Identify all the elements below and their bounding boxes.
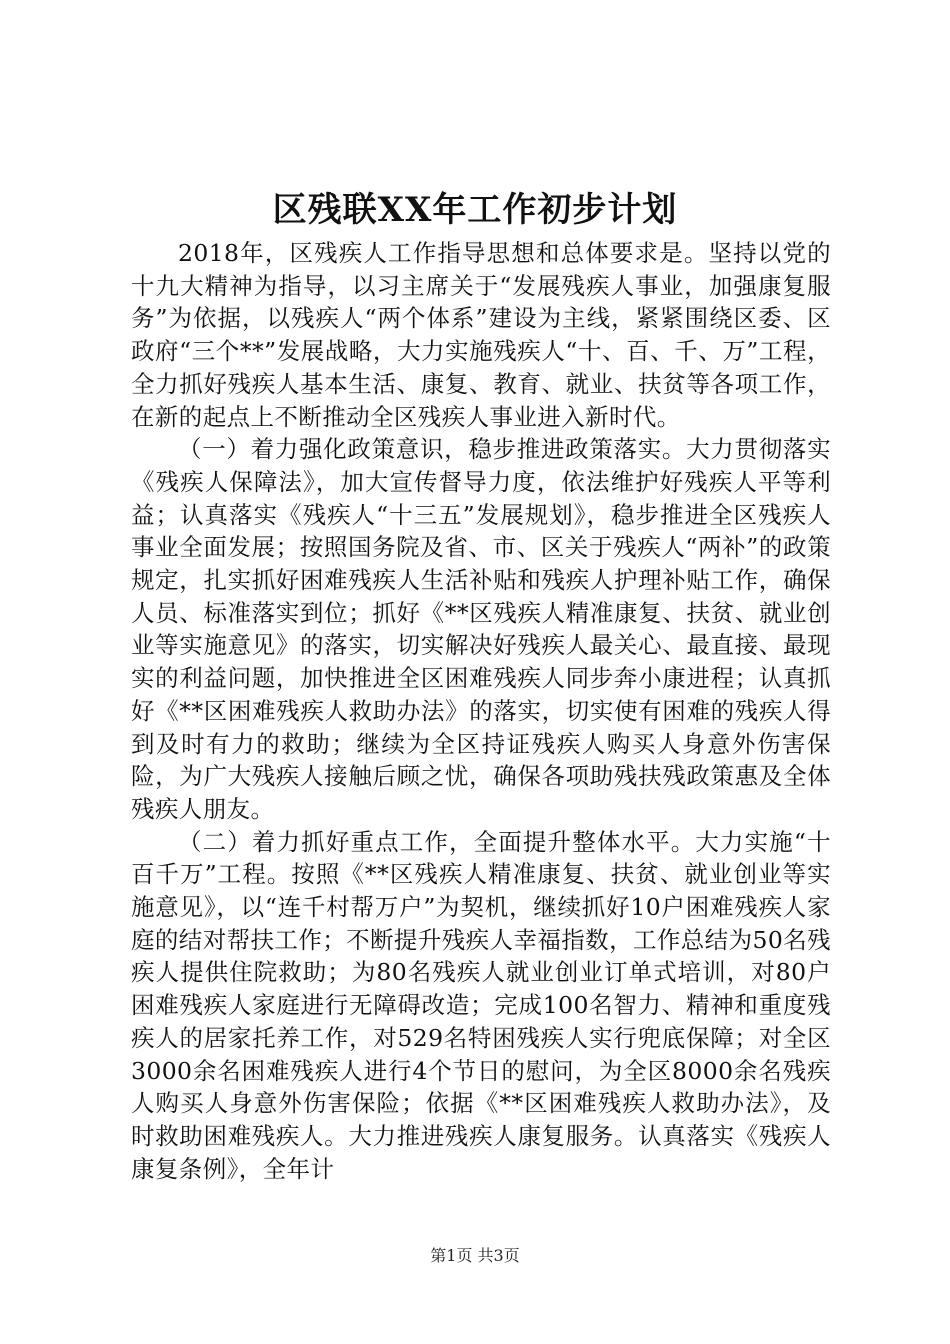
paragraph-intro: 2018年，区残疾人工作指导思想和总体要求是。坚持以党的十九大精神为指导，以习主席关于“发展残疾人事业，加强康复服务”为依据，以残疾人“两个体系”建设为主线，紧紧围绕区委、区政府“三个**”发展战略，大力实施残疾人“十、百、千、万”工程，全力抓好残疾人基本生活、康复、教育、就业、扶贫等各项工作，在新的起点上不断推动全区残疾人事业进入新时代。 bbox=[131, 239, 831, 431]
paragraph-section-1: （一）着力强化政策意识，稳步推进政策落实。大力贯彻落实《残疾人保障法》，加大宣传督导力度，依法维护好残疾人平等利益；认真落实《残疾人“十三五”发展规划》，稳步推进全区残疾人事业全面发展；按照国务院及省、市、区关于残疾人“两补”的政策规定，扎实抓好困难残疾人生活补贴和残疾人护理补贴工作，确保人员、标准落实到位；抓好《**区残疾人精准康复、扶贫、就业创业等实施意见》的落实，切实解决好残疾人最关心、最直接、最现实的利益问题，加快推进全区困难残疾人同步奔小康进程；认真抓好《**区困难残疾人救助办法》的落实，切实使有困难的残疾人得到及时有力的救助；继续为全区持证残疾人购买人身意外伤害保险，为广大残疾人接触后顾之忧，确保各项助残扶残政策惠及全体残疾人朋友。 bbox=[131, 435, 831, 823]
document-title: 区残联XX年工作初步计划 bbox=[272, 190, 678, 230]
page-number-footer: 第1页 共3页 bbox=[430, 1246, 520, 1265]
document-body bbox=[131, 237, 831, 1185]
paragraph-section-2: （二）着力抓好重点工作，全面提升整体水平。大力实施“十百千万”工程。按照《**区残疾人精准康复、扶贫、就业创业等实施意见》，以“连千村帮万户”为契机，继续抓好10户困难残疾人家庭的结对帮扶工作；不断提升残疾人幸福指数，工作总结为50名残疾人提供住院救助；为80名残疾人就业创业订单式培训，对80户困难残疾人家庭进行无障碍改造；完成100名智力、精神和重度残疾人的居家托养工作，对529名特困残疾人实行兜底保障；对全区3000余名困难残疾人进行4个节日的慰问，为全区8000余名残疾人购买人身意外伤害保险；依据《**区困难残疾人救助办法》，及时救助困难残疾人。大力推进残疾人康复服务。认真落实《残疾人康复条例》，全年计 bbox=[131, 827, 831, 1183]
